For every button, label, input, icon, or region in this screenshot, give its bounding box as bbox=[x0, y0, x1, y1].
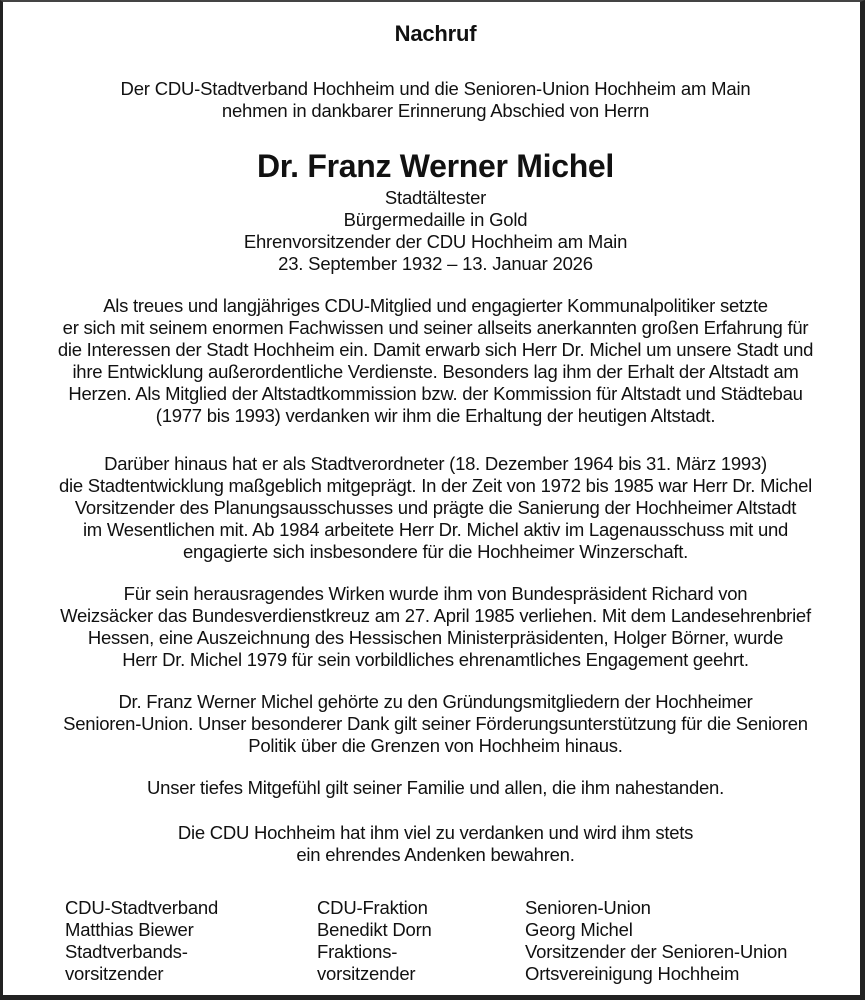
intro-text bbox=[3, 78, 865, 122]
signature-organization: CDU-Stadtverband bbox=[65, 897, 219, 918]
paragraph-line: Hessen, eine Auszeichnung des Hessischen Ministerpräsidenten, Holger Börner, wurde bbox=[87, 627, 784, 648]
paragraph-condolence bbox=[3, 777, 865, 799]
signature-cdu-fraktion bbox=[317, 897, 432, 985]
notice-title: Nachruf bbox=[394, 21, 477, 46]
paragraph-closing bbox=[3, 822, 865, 866]
paragraph-line: Unser tiefes Mitgefühl gilt seiner Familie und allen, die ihm nahestanden. bbox=[147, 777, 724, 798]
paragraph-line: Als treues und langjähriges CDU-Mitglied und engagierter Kommunalpolitiker setzte bbox=[103, 295, 768, 316]
signature-role: Ortsvereinigung Hochheim bbox=[525, 963, 740, 984]
paragraph-line: Darüber hinaus hat er als Stadtverordneter (18. Dezember 1964 bis 31. März 1993) bbox=[104, 453, 767, 474]
honors-list bbox=[3, 187, 865, 275]
paragraph-awards bbox=[3, 583, 865, 671]
signature-role: Stadtverbands- bbox=[65, 941, 188, 962]
signature-organization: CDU-Fraktion bbox=[317, 897, 428, 918]
paragraph-line: die Stadtentwicklung maßgeblich mitgeprägt. In der Zeit von 1972 bis 1985 war Herr Dr. Michel bbox=[58, 475, 813, 496]
paragraph-line: Für sein herausragendes Wirken wurde ihm von Bundespräsident Richard von bbox=[123, 583, 748, 604]
life-dates: 23. September 1932 – 13. Januar 2026 bbox=[278, 253, 593, 274]
signature-role: Vorsitzender der Senioren-Union bbox=[525, 941, 788, 962]
signature-organization: Senioren-Union bbox=[525, 897, 651, 918]
paragraph-line: ein ehrendes Andenken bewahren. bbox=[296, 844, 575, 865]
paragraph-council bbox=[3, 453, 865, 563]
paragraph-line: Herr Dr. Michel 1979 für sein vorbildliches ehrenamtliches Engagement geehrt. bbox=[122, 649, 749, 670]
signature-senioren-union bbox=[525, 897, 787, 985]
paragraph-line: Die CDU Hochheim hat ihm viel zu verdanken und wird ihm stets bbox=[177, 822, 694, 843]
paragraph-line: im Wesentlichen mit. Ab 1984 arbeitete Herr Dr. Michel aktiv im Lagenausschuss mit und bbox=[82, 519, 789, 540]
signature-person: Matthias Biewer bbox=[65, 919, 194, 940]
paragraph-line: engagierte sich insbesondere für die Hochheimer Winzerschaft. bbox=[182, 541, 689, 562]
signature-role: vorsitzender bbox=[65, 963, 164, 984]
paragraph-line: Dr. Franz Werner Michel gehörte zu den Gründungsmitgliedern der Hochheimer bbox=[118, 691, 753, 712]
paragraph-line: (1977 bis 1993) verdanken wir ihm die Erhaltung der heutigen Altstadt. bbox=[155, 405, 716, 426]
paragraph-line: er sich mit seinem enormen Fachwissen und seiner allseits anerkannten großen Erfahrung für bbox=[62, 317, 809, 338]
paragraph-line: Politik über die Grenzen von Hochheim hinaus. bbox=[248, 735, 623, 756]
deceased-name: Dr. Franz Werner Michel bbox=[256, 148, 615, 184]
intro-line: Der CDU-Stadtverband Hochheim und die Senioren-Union Hochheim am Main bbox=[120, 78, 751, 99]
intro-line: nehmen in dankbarer Erinnerung Abschied von Herrn bbox=[221, 100, 650, 121]
paragraph-senior-union bbox=[3, 691, 865, 757]
paragraph-line: die Interessen der Stadt Hochheim ein. Damit erwarb sich Herr Dr. Michel um unsere Stadt und bbox=[57, 339, 814, 360]
signature-person: Georg Michel bbox=[525, 919, 633, 940]
honor-medal: Bürgermedaille in Gold bbox=[343, 209, 528, 230]
paragraph-line: Vorsitzender des Planungsausschusses und prägte die Sanierung der Hochheimer Altstadt bbox=[74, 497, 797, 518]
signature-person: Benedikt Dorn bbox=[317, 919, 432, 940]
honor-title: Stadtältester bbox=[384, 187, 487, 208]
signature-role: Fraktions- bbox=[317, 941, 398, 962]
paragraph-line: ihre Entwicklung außerordentliche Verdienste. Besonders lag ihm der Erhalt der Altstadt am bbox=[72, 361, 799, 382]
paragraph-line: Senioren-Union. Unser besonderer Dank gilt seiner Förderungsunterstützung für die Senioren bbox=[63, 713, 808, 734]
paragraph-career bbox=[3, 295, 865, 427]
honor-chair: Ehrenvorsitzender der CDU Hochheim am Main bbox=[243, 231, 628, 252]
paragraph-line: Herzen. Als Mitglied der Altstadtkommission bzw. der Kommission für Altstadt und Städtebau bbox=[68, 383, 803, 404]
signature-role: vorsitzender bbox=[317, 963, 416, 984]
paragraph-line: Weizsäcker das Bundesverdienstkreuz am 27. April 1985 verliehen. Mit dem Landesehrenbrief bbox=[60, 605, 811, 626]
signature-cdu-stadtverband bbox=[65, 897, 218, 985]
